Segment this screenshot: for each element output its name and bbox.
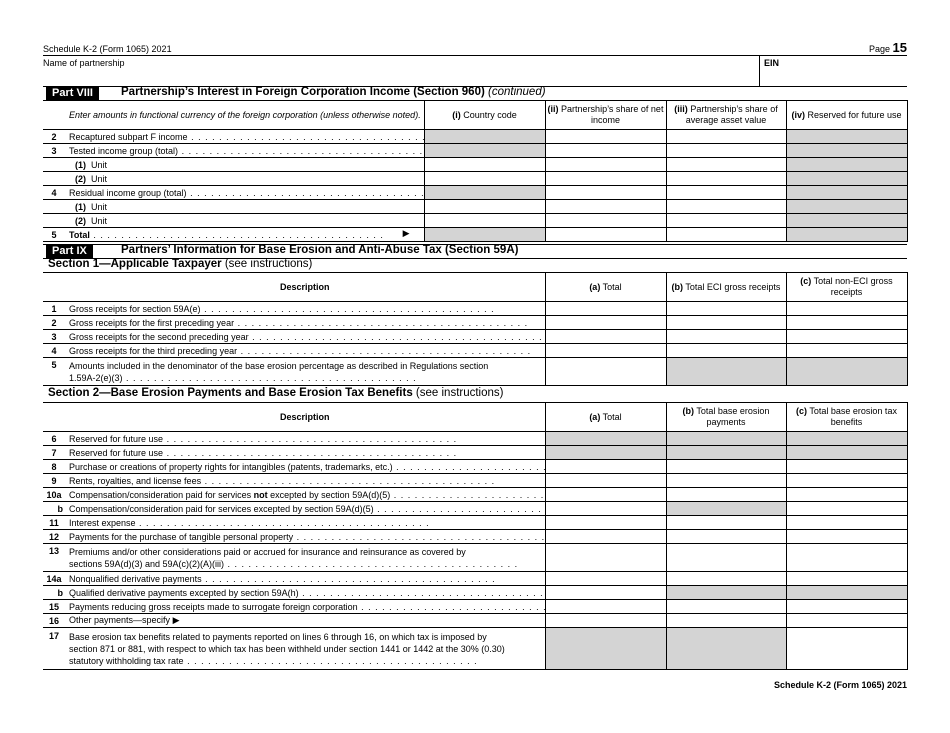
cell-input[interactable]	[786, 600, 907, 614]
line-number: 12	[43, 530, 65, 544]
partnership-name-field[interactable]	[43, 70, 758, 85]
cell-input[interactable]	[545, 572, 666, 586]
cell-shaded	[666, 358, 786, 386]
cell-input[interactable]	[666, 516, 786, 530]
part8-title-text: Partnership’s Interest in Foreign Corporation Income (Section 960)	[121, 86, 485, 98]
part9-title: Partners’ Information for Base Erosion and Anti-Abuse Tax (Section 59A)	[121, 244, 519, 256]
line-number: b	[43, 502, 65, 516]
cell-shaded	[786, 586, 907, 600]
section2-col-c-header	[786, 403, 907, 432]
cell-shaded	[786, 228, 907, 242]
col-ii-tag: (ii)	[547, 104, 559, 114]
cell-input[interactable]	[545, 130, 666, 144]
cell-shaded	[786, 130, 907, 144]
col-iv-tag: (iv)	[791, 109, 805, 120]
cell-input[interactable]	[786, 316, 907, 330]
line-number: 4	[43, 344, 65, 358]
section2-title-suffix: (see instructions)	[415, 387, 504, 399]
footer-form-title: Schedule K-2 (Form 1065) 2021	[773, 680, 907, 690]
cell-input[interactable]	[666, 228, 786, 242]
col-iii-text: Partnership’s share of average asset value	[685, 104, 778, 125]
cell-input[interactable]	[666, 544, 786, 572]
line-number: 9	[43, 474, 65, 488]
line-label: Amounts included in the denominator of the base erosion percentage as described in Regulations section	[69, 360, 489, 371]
section1-title-suffix: (see instructions)	[224, 258, 313, 270]
line-number: 16	[43, 614, 65, 628]
col-a-text: Total	[602, 411, 622, 422]
line-label: Residual income group (total)	[69, 187, 187, 198]
header-rule	[43, 55, 907, 56]
cell-shaded	[666, 446, 786, 460]
cell-input[interactable]	[666, 158, 786, 172]
col-a-text: Total	[602, 281, 622, 292]
line-number: 17	[43, 628, 65, 670]
line-label: Reserved for future use	[69, 433, 164, 444]
partnership-name-label: Name of partnership	[43, 58, 125, 68]
part8-title	[121, 86, 546, 98]
cell-input[interactable]	[666, 330, 786, 344]
cell-input[interactable]	[424, 200, 545, 214]
cell-input[interactable]	[424, 214, 545, 228]
col-iii-tag: (iii)	[674, 104, 688, 114]
page-number-block	[869, 40, 907, 55]
cell-shaded	[424, 144, 545, 158]
cell-shaded	[786, 186, 907, 200]
cell-input[interactable]	[786, 516, 907, 530]
part8-intro: Enter amounts in functional currency of the foreign corporation (unless otherwise noted).	[65, 101, 424, 130]
line-label: Payments reducing gross receipts made to surrogate foreign corporation	[69, 601, 358, 612]
col-b-tag: (b)	[682, 406, 695, 416]
col-ii-text: Partnership’s share of net income	[561, 104, 664, 125]
col-b-text: Total ECI gross receipts	[685, 281, 781, 292]
line-label: Reserved for future use	[69, 447, 164, 458]
cell-input[interactable]	[545, 316, 666, 330]
part8-col-iv-header	[786, 101, 907, 130]
line-number: 8	[43, 460, 65, 474]
line-label: Purchase or creations of property rights for intangibles (patents, trademarks, etc.)	[69, 461, 393, 472]
line-label: Gross receipts for the second preceding year	[69, 331, 249, 342]
line-number: 5	[43, 228, 65, 242]
line-number: 2	[43, 316, 65, 330]
line-label-cont: 1.59A-2(e)(3)	[69, 372, 123, 383]
line-label: Payments for the purchase of tangible personal property	[69, 531, 294, 542]
cell-input[interactable]	[545, 516, 666, 530]
cell-shaded	[666, 586, 786, 600]
line-label: Unit	[91, 201, 108, 212]
line-label: Unit	[91, 173, 108, 184]
section1-title	[48, 258, 312, 270]
cell-input[interactable]	[786, 614, 907, 628]
cell-input[interactable]	[666, 172, 786, 186]
ein-label: EIN	[764, 58, 780, 68]
cell-input[interactable]	[545, 614, 666, 628]
cell-shaded	[545, 432, 666, 446]
line-label-cont: section 871 or 881, with respect to which tax has been withheld under section 1441 or 1442 at the 30% (0.30)	[69, 644, 505, 654]
cell-input[interactable]	[666, 130, 786, 144]
line-number: b	[43, 586, 65, 600]
cell-input[interactable]	[545, 214, 666, 228]
part8-col-i-header	[424, 101, 545, 130]
ein-field[interactable]	[764, 70, 904, 85]
page-label: Page	[868, 44, 891, 54]
part8-col-iii-header	[666, 101, 786, 130]
cell-input[interactable]	[786, 628, 907, 670]
col-c-tag: (c)	[796, 406, 808, 416]
cell-input[interactable]	[786, 572, 907, 586]
arrow-icon: ▶	[402, 228, 410, 238]
cell-input[interactable]	[786, 488, 907, 502]
cell-input[interactable]	[545, 544, 666, 572]
cell-input[interactable]	[545, 474, 666, 488]
cell-input[interactable]	[786, 502, 907, 516]
line-label: Gross receipts for the third preceding year	[69, 345, 238, 356]
section1-title-text: Section 1—Applicable Taxpayer	[48, 258, 222, 270]
cell-input[interactable]	[786, 302, 907, 316]
line-number: 2	[43, 130, 65, 144]
line-label: Compensation/consideration paid for services excepted by section 59A(d)(5)	[69, 503, 374, 514]
cell-input[interactable]	[545, 172, 666, 186]
cell-input[interactable]	[666, 572, 786, 586]
line-number: 11	[43, 516, 65, 530]
line-label: Interest expense	[69, 517, 136, 528]
cell-input[interactable]	[545, 344, 666, 358]
line-number: 7	[43, 446, 65, 460]
line-number: 15	[43, 600, 65, 614]
cell-input[interactable]	[666, 186, 786, 200]
section2-col-a-header	[545, 403, 666, 432]
col-c-text: Total non-ECI gross receipts	[813, 276, 893, 297]
col-i-tag: (i)	[452, 109, 461, 120]
cell-shaded	[786, 172, 907, 186]
cell-input[interactable]	[666, 316, 786, 330]
line-label-emphasis: not	[253, 489, 268, 500]
section2-title-text: Section 2—Base Erosion Payments and Base Erosion Tax Benefits	[48, 387, 413, 399]
cell-input[interactable]	[786, 474, 907, 488]
line-label: Nonqualified derivative payments	[69, 573, 202, 584]
line-label-cont: sections 59A(d)(3) and 59A(c)(2)(A)(iii)	[69, 558, 225, 569]
line-number: 4	[43, 186, 65, 200]
line-number: 13	[43, 544, 65, 572]
cell-shaded	[545, 446, 666, 460]
sub-number: (2)	[75, 173, 86, 184]
line-number: 10a	[43, 488, 65, 502]
cell-shaded	[424, 130, 545, 144]
cell-shaded	[666, 502, 786, 516]
line-label: Qualified derivative payments excepted by section 59A(h)	[69, 587, 299, 598]
line-number: 3	[43, 144, 65, 158]
cell-shaded	[666, 628, 786, 670]
line-label: Other payments—specify	[69, 615, 171, 625]
arrow-icon: ▶	[172, 615, 180, 625]
cell-input[interactable]	[666, 614, 786, 628]
line-label: Total	[69, 229, 90, 240]
cell-input[interactable]	[545, 186, 666, 200]
line-label: Rents, royalties, and license fees	[69, 475, 202, 486]
cell-input[interactable]	[666, 144, 786, 158]
line-number: 5	[43, 358, 65, 386]
cell-input[interactable]	[786, 530, 907, 544]
col-iv-text: Reserved for future use	[807, 109, 902, 120]
line-label: Compensation/consideration paid for services	[69, 489, 252, 500]
cell-input[interactable]	[545, 228, 666, 242]
section1-col-a-header	[545, 273, 666, 302]
cell-input[interactable]	[786, 330, 907, 344]
cell-input[interactable]	[545, 502, 666, 516]
line-label: Tested income group (total)	[69, 145, 179, 156]
col-i-text: Country code	[463, 109, 517, 120]
cell-input[interactable]	[545, 144, 666, 158]
cell-input[interactable]	[545, 600, 666, 614]
cell-input[interactable]	[424, 172, 545, 186]
cell-input[interactable]	[545, 530, 666, 544]
cell-input[interactable]	[545, 460, 666, 474]
sub-number: (1)	[75, 201, 86, 212]
page-number: 15	[892, 40, 907, 55]
cell-input[interactable]	[545, 158, 666, 172]
part8-tag: Part VIII	[46, 86, 99, 100]
form-title: Schedule K-2 (Form 1065) 2021	[43, 44, 172, 54]
cell-shaded	[545, 628, 666, 670]
part9-tag: Part IX	[46, 244, 93, 258]
cell-input[interactable]	[545, 302, 666, 316]
section2-col-b-header	[666, 403, 786, 432]
cell-input[interactable]	[545, 330, 666, 344]
line-number: 3	[43, 330, 65, 344]
cell-input[interactable]	[545, 586, 666, 600]
line-label: Unit	[91, 159, 108, 170]
cell-shaded	[666, 432, 786, 446]
line-label: Gross receipts for section 59A(e)	[69, 303, 201, 314]
line-label: Base erosion tax benefits related to payments reported on lines 6 through 16, on which tax is imposed by	[69, 632, 487, 642]
line-label: Recaptured subpart F income	[69, 131, 188, 142]
cell-shaded	[786, 446, 907, 460]
cell-shaded	[786, 432, 907, 446]
sub-number: (1)	[75, 159, 86, 170]
line-label-tail: excepted by section 59A(d)(5)	[270, 489, 391, 500]
line-label: Premiums and/or other considerations paid or accrued for insurance and reinsurance as covered by	[69, 546, 466, 557]
col-a-tag: (a)	[589, 411, 601, 422]
cell-input[interactable]	[545, 358, 666, 386]
section2-table	[43, 402, 908, 670]
line-number: 6	[43, 432, 65, 446]
cell-shaded	[786, 358, 907, 386]
cell-input[interactable]	[666, 302, 786, 316]
cell-input[interactable]	[666, 344, 786, 358]
cell-input[interactable]	[545, 200, 666, 214]
section1-table	[43, 272, 908, 386]
part8-col-ii-header	[545, 101, 666, 130]
cell-shaded	[424, 228, 545, 242]
section1-desc-header: Description	[65, 273, 545, 302]
section2-title	[48, 387, 503, 399]
cell-input[interactable]	[786, 544, 907, 572]
cell-shaded	[786, 200, 907, 214]
cell-input[interactable]	[666, 488, 786, 502]
cell-input[interactable]	[666, 474, 786, 488]
col-a-tag: (a)	[589, 281, 601, 292]
part8-table	[43, 100, 908, 242]
ein-divider	[759, 55, 760, 86]
cell-input[interactable]	[545, 488, 666, 502]
cell-shaded	[786, 214, 907, 228]
col-c-tag: (c)	[800, 276, 812, 286]
part8-title-suffix: (continued)	[488, 86, 546, 98]
cell-shaded	[786, 144, 907, 158]
line-label-cont: statutory withholding tax rate	[69, 656, 184, 666]
col-c-text: Total base erosion tax benefits	[809, 406, 897, 427]
section2-desc-header: Description	[65, 403, 545, 432]
cell-shaded	[424, 186, 545, 200]
cell-input[interactable]	[424, 158, 545, 172]
cell-input[interactable]	[666, 530, 786, 544]
line-number: 14a	[43, 572, 65, 586]
line-number: 1	[43, 302, 65, 316]
section1-col-c-header	[786, 273, 907, 302]
section1-col-b-header	[666, 273, 786, 302]
line-label: Gross receipts for the first preceding year	[69, 317, 235, 328]
cell-input[interactable]	[666, 460, 786, 474]
sub-number: (2)	[75, 215, 86, 226]
cell-input[interactable]	[786, 460, 907, 474]
cell-input[interactable]	[786, 344, 907, 358]
cell-shaded	[786, 158, 907, 172]
cell-input[interactable]	[666, 214, 786, 228]
cell-input[interactable]	[666, 600, 786, 614]
col-b-tag: (b)	[671, 281, 684, 292]
col-b-text: Total base erosion payments	[696, 406, 770, 427]
line-label: Unit	[91, 215, 108, 226]
cell-input[interactable]	[666, 200, 786, 214]
